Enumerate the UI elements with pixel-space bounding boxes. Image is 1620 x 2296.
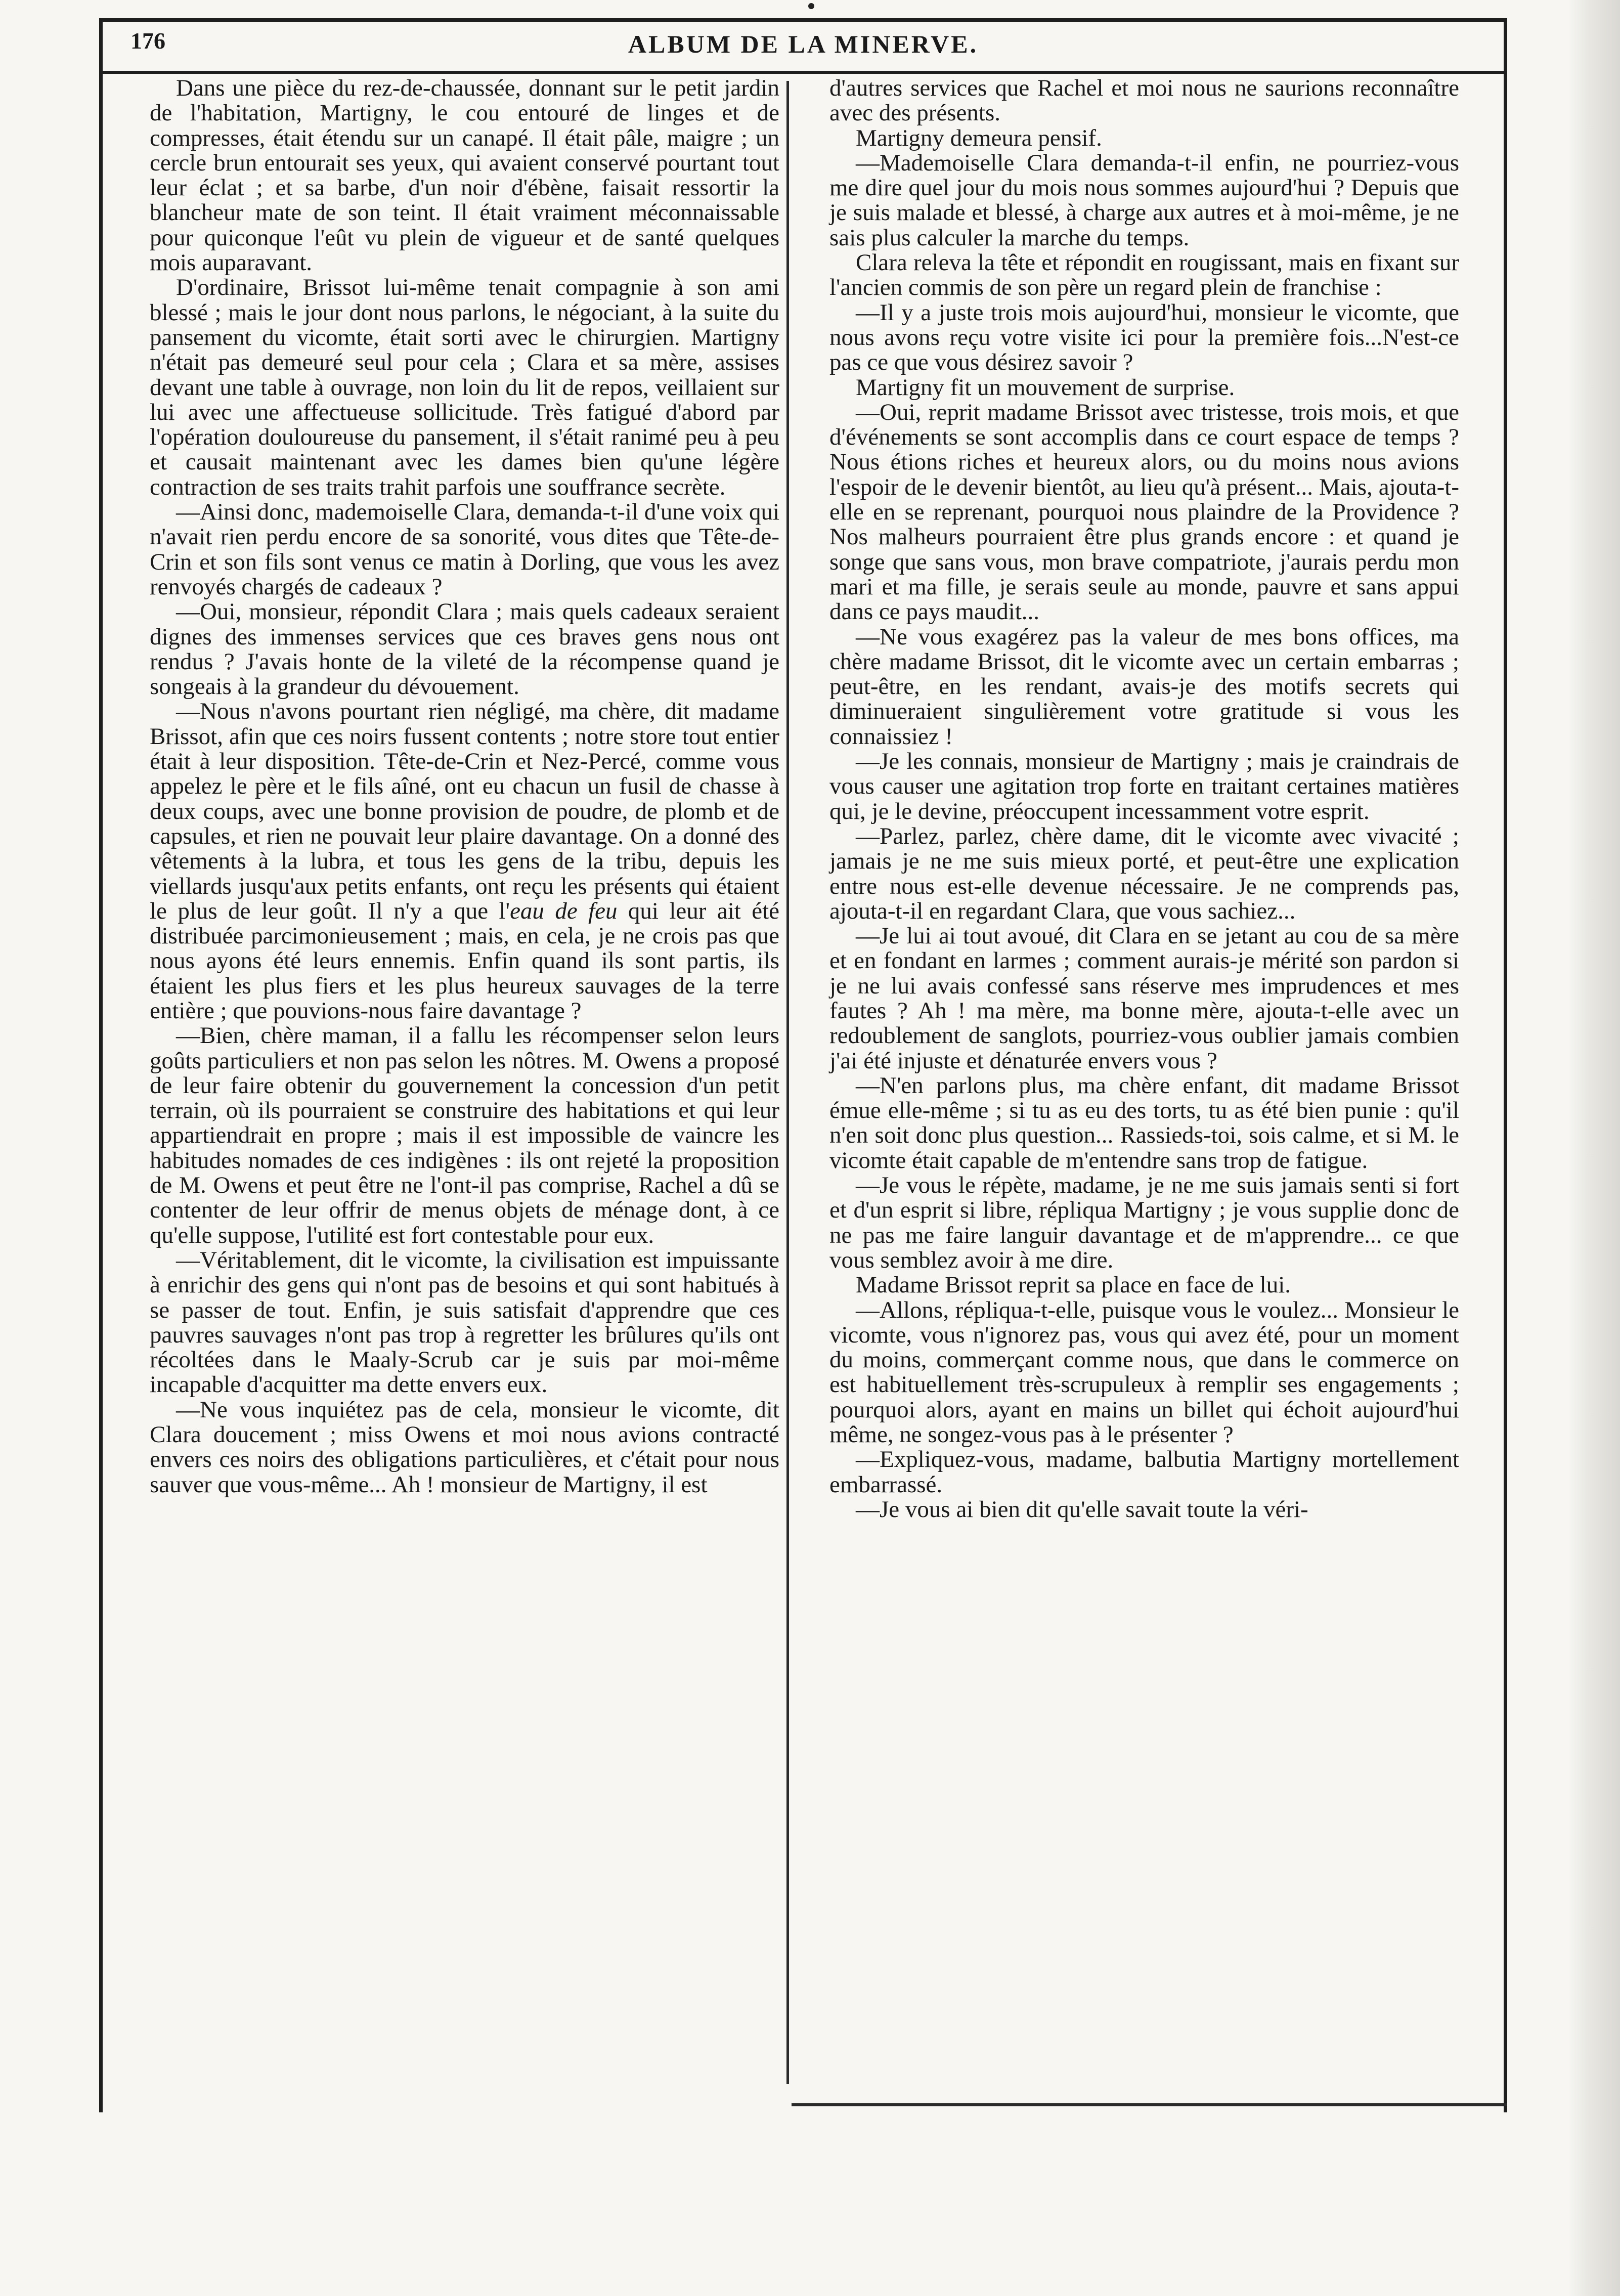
paragraph-text: qui leur ait été distribuée parcimonieusement ; mais, en cela, je ne crois pas que nous ayons été leurs ennemis. Enfin quand ils sont partis, ils étaient les plus fiers et les plus heureux sauvages de la terre entière ; que pouvions-nous faire davantage ? [150,897,780,1024]
paragraph-text: —Nous n'avons pourtant rien négligé, ma chère, dit madame Brissot, afin que ces noirs fussent contents ; notre store tout entier était à leur disposition. Tête-de-Crin et Nez-Percé, comme vous appelez le père et le fils aîné, ont eu chacun un fusil de chasse à deux coups, avec une bonne provision de poudre, de plomb et de capsules, et rien ne pouvait leur plaire davantage. On a donné des vêtements à la lubra, et tous les gens de la tribu, depuis les viellards jusqu'aux petits enfants, ont reçu les présents qui étaient le plus de leur goût. Il n'y a que l' [150,698,779,924]
page-number: 176 [130,28,165,54]
paragraph-continued: d'autres services que Rachel et moi nous ne saurions reconnaître avec des présents. [829,75,1459,126]
paragraph: Martigny fit un mouvement de surprise. [856,374,1235,401]
left-column [150,76,779,1497]
paragraph: —Parlez, parlez, chère dame, dit le vicomte avec vivacité ; jamais je ne me suis mieux porté, et peut-être une explication entre nous est-elle devenue nécessaire. Je ne comprends pas, ajouta-t-il en regardant Clara, que vous sachiez... [829,822,1459,924]
bottom-rule [792,2103,1507,2106]
paragraph: —Ne vous inquiétez pas de cela, monsieur le vicomte, dit Clara doucement ; miss Owens et moi nous avions contracté envers ces noirs des obligations particulières, et c'était pour nous sauver que vous-même... Ah ! monsieur de Martigny, il est [150,1396,779,1498]
paragraph: Clara releva la tête et répondit en rougissant, mais en fixant sur l'ancien commis de son père un regard plein de franchise : [829,249,1459,301]
paragraph: —Mademoiselle Clara demanda-t-il enfin, ne pourriez-vous me dire quel jour du mois nous sommes aujourd'hui ? Depuis que je suis malade et blessé, à charge aux autres et à moi-même, je ne sais plus calculer la marche du temps. [829,149,1459,251]
paragraph: —Oui, monsieur, répondit Clara ; mais quels cadeaux seraient dignes des immenses services que ces braves gens nous ont rendus ? J'avais honte de la vileté de la récompense quand je songeais à la grandeur du dévouement. [150,598,779,700]
paragraph [150,699,779,1023]
running-title: ALBUM DE LA MINERVE. [628,30,979,58]
paragraph: —Véritablement, dit le vicomte, la civilisation est impuissante à enrichir des gens qui n'ont pas de besoins et qui sont habitués à se passer de tout. Enfin, je suis satisfait d'apprendre que ces pauvres sauvages n'ont pas trop à regretter les brûlures qu'ils ont récoltées dans le Maaly-Scrub car je suis par moi-même incapable d'acquitter ma dette envers eux. [150,1246,779,1398]
paragraph: —Je les connais, monsieur de Martigny ; mais je craindrais de vous causer une agitation trop forte en traitant certaines matières qui, je le devine, préoccupent incessamment votre esprit. [829,748,1459,825]
paragraph: Dans une pièce du rez-de-chaussée, donnant sur le petit jardin de l'habitation, Martigny, le cou entouré de linges et de compresses, était étendu sur un canapé. Il était pâle, maigre ; un cercle brun entourait ses yeux, qui avaient conservé pourtant tout leur éclat ; et sa barbe, d'un noir d'ébène, faisait ressortir la blancheur mate de son teint. Il était vraiment méconnaissable pour quiconque l'eût vu plein de vigueur et de santé quelques mois auparavant. [150,75,779,276]
paragraph: —Ne vous exagérez pas la valeur de mes bons offices, ma chère madame Brissot, dit le vicomte avec un certain embarras ; peut-être, en les rendant, avais-je des motifs secrets qui diminueraient singulièrement votre gratitude si vous les connaissiez ! [829,623,1459,750]
paragraph: —Je vous le répète, madame, je ne me suis jamais senti si fort et d'un esprit si libre, répliqua Martigny ; je vous supplie donc de ne pas me faire languir davantage et de m'apprendre... ce que vous semblez avoir à me dire. [829,1172,1459,1273]
paragraph: Madame Brissot reprit sa place en face de lui. [856,1272,1291,1298]
paragraph: —Ainsi donc, mademoiselle Clara, demanda-t-il d'une voix qui n'avait rien perdu encore de sa sonorité, vous dites que Tête-de-Crin et son fils sont venus ce matin à Dorling, que vous les avez renvoyés chargés de cadeaux ? [150,499,779,600]
scan-margin [1568,0,1620,2296]
paragraph: D'ordinaire, Brissot lui-même tenait compagnie à son ami blessé ; mais le jour dont nous parlons, le négociant, à la suite du pansement du vicomte, était sorti avec le chirurgien. Martigny n'était pas demeuré seul pour cela ; Clara et sa mère, assises devant une table à ouvrage, non loin du lit de repos, veillaient sur lui avec une affectueuse sollicitude. Très fatigué d'abord par l'opération douloureuse du pansement, il s'était ranimé peu à peu et causait maintenant avec les dames bien qu'une légère contraction de ses traits trahit parfois une souffrance secrète. [150,274,779,500]
right-column [829,76,1459,1522]
paragraph: —Il y a juste trois mois aujourd'hui, monsieur le vicomte, que nous avons reçu votre visite ici pour la première fois...N'est-ce pas ce que vous désirez savoir ? [829,299,1459,376]
paragraph: —Oui, reprit madame Brissot avec tristesse, trois mois, et que d'événements se sont accomplis dans ce court espace de temps ? Nous étions riches et heureux alors, ou du moins nous avions l'espoir de le devenir bientôt, au lieu qu'à présent... Mais, ajouta-t-elle en se reprenant, pourquoi nous plaindre de la Providence ? Nos malheurs pourraient être plus grands encore : et quand je songe que sans vous, mon brave compatriote, j'aurais perdu mon mari et ma fille, je serais seule au monde, pauvre et sans appui dans ce pays maudit... [829,399,1459,625]
paragraph: Martigny demeura pensif. [856,124,1102,151]
paragraph: —Je vous ai bien dit qu'elle savait toute la véri- [856,1496,1308,1523]
paragraph: —N'en parlons plus, ma chère enfant, dit madame Brissot émue elle-même ; si tu as eu des torts, tu as été bien punie : qu'il n'en soit donc plus question... Rassieds-toi, sois calme, et si M. le vicomte était capable de m'entendre sans trop de fatigue. [829,1072,1459,1174]
paragraph: —Je lui ai tout avoué, dit Clara en se jetant au cou de sa mère et en fondant en larmes ; comment aurais-je mérité son pardon si je ne lui avais confessé sans réserve mes imprudences et mes fautes ? Ah ! ma mère, ma bonne mère, ajouta-t-elle avec un redoublement de sanglots, pourriez-vous oublier jamais combien j'ai été injuste et dénaturée envers vous ? [829,923,1459,1074]
paragraph: —Expliquez-vous, madame, balbutia Martigny mortellement embarrassé. [829,1446,1459,1498]
ink-speck [808,3,814,9]
column-divider [786,81,789,2084]
paragraph: —Bien, chère maman, il a fallu les récompenser selon leurs goûts particuliers et non pas selon les nôtres. M. Owens a proposé de leur faire obtenir du gouvernement la concession d'un petit terrain, où ils pourraient se construire des habitations et qui leur appartiendrait en propre ; mais il est impossible de vaincre les habitudes nomades de ces indigènes : ils ont rejeté la proposition de M. Owens et peut être ne l'ont-il pas comprise, Rachel a dû se contenter de leur offrir de menus objets de ménage dont, à ce qu'elle suppose, l'utilité est fort contestable pour eux. [150,1022,779,1248]
page-header [99,18,1507,74]
paragraph: —Allons, répliqua-t-elle, puisque vous le voulez... Monsieur le vicomte, vous n'ignorez pas, vous qui avez été, pour un moment du moins, commerçant comme nous, que dans le commerce on est habituellement très-scrupuleux à remplir ses engagements ; pourquoi alors, ayant en mains un billet qui échoit aujourd'hui même, ne songez-vous pas à le présenter ? [829,1296,1459,1448]
italic-phrase: eau de feu [510,897,618,924]
